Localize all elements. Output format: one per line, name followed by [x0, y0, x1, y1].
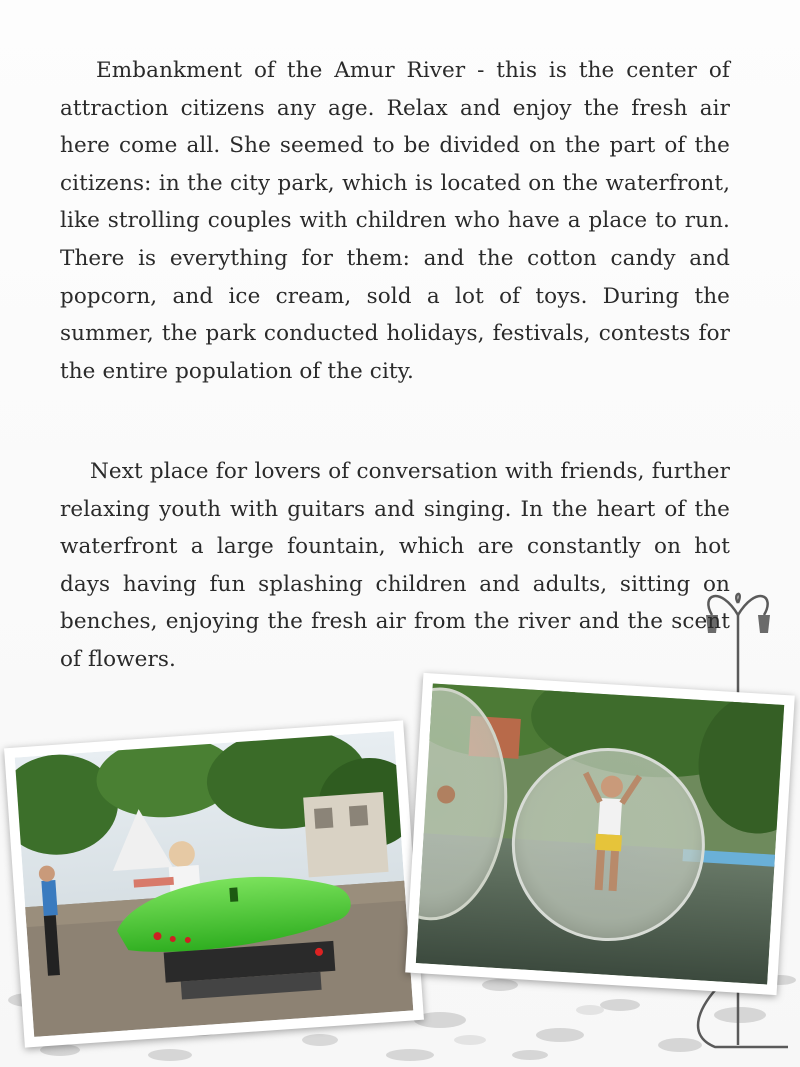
child-on-green-fish-ride-photo	[4, 720, 424, 1047]
water-ball-illustration	[416, 684, 784, 985]
water-ball-photo	[405, 673, 795, 995]
ride-photo-illustration	[15, 731, 414, 1037]
paragraph-fountain: Next place for lovers of conversation with friends, further relaxing youth with guitars and singing. In the heart of the waterfront a large fountain, which are constantly on hot days having fun splashing children and adults, sitting on benches, enjoying the fresh air from the river and the scent of flowers.	[60, 459, 730, 672]
paragraph-embankment: Embankment of the Amur River - this is the center of attraction citizens any age. Relax and enjoy the fresh air here come all. She seemed to be divided on the part of the citizens: in the city park, which is located on the waterfront, like strolling couples with children who have a place to run. There is everything for them: and the cotton candy and popcorn, and ice cream, sold a lot of toys. During the summer, the park conducted holidays, festivals, contests for the entire population of the city.	[60, 58, 730, 384]
